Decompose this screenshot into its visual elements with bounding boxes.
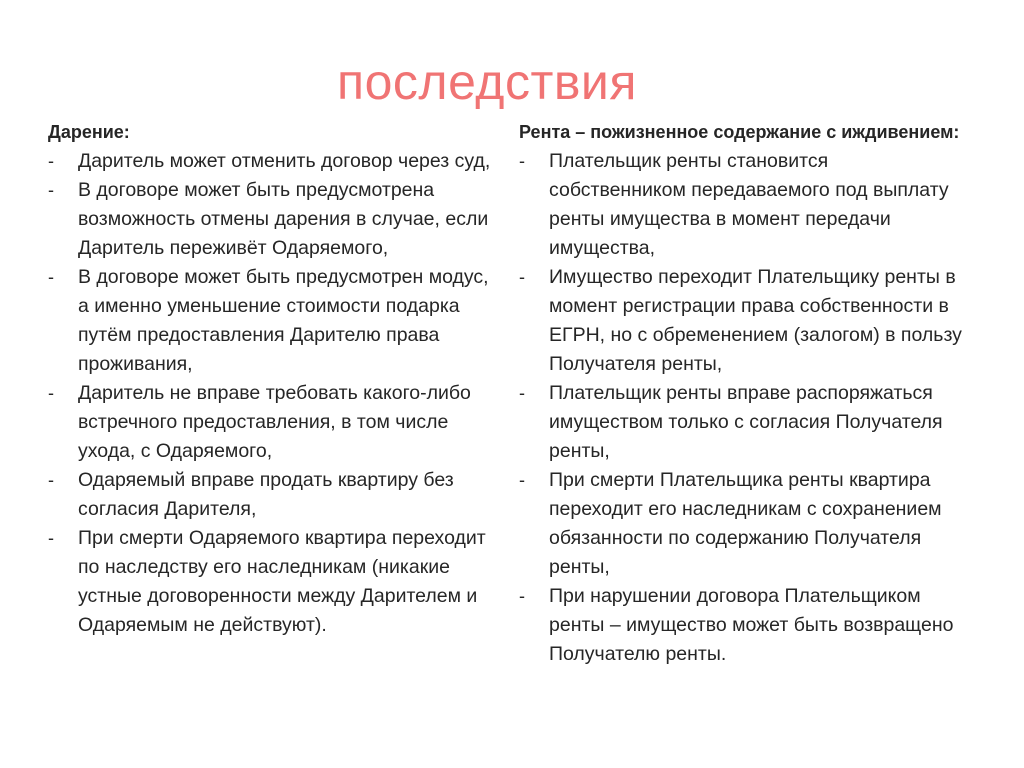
list-item-text: В договоре может быть предусмотрен модус, а именно уменьшение стоимости подарка путём предоставления Дарителю права проживания,	[78, 266, 489, 375]
list-item	[48, 176, 498, 263]
list-item-text: При нарушении договора Плательщиком ренты – имущество может быть возвращено Получателю ренты.	[549, 585, 954, 665]
bullet-dash: -	[48, 383, 54, 403]
list-item-text: Даритель не вправе требовать какого-либо встречного предоставления, в том числе ухода, с Одаряемого,	[78, 382, 471, 462]
bullet-dash: -	[48, 151, 54, 171]
bullet-dash: -	[519, 151, 525, 171]
bullet-dash: -	[48, 528, 54, 548]
list-item	[519, 147, 969, 263]
bullet-dash: -	[48, 180, 54, 200]
list-item	[519, 263, 969, 379]
bullet-dash: -	[519, 267, 525, 287]
list-item	[48, 379, 498, 466]
right-list	[519, 147, 969, 669]
list-item	[519, 379, 969, 466]
list-item	[519, 466, 969, 582]
bullet-dash: -	[519, 383, 525, 403]
list-item-text: Плательщик ренты вправе распоряжаться имуществом только с согласия Получателя ренты,	[549, 382, 943, 462]
left-heading: Дарение:	[48, 122, 130, 142]
list-item	[519, 582, 969, 669]
left-list	[48, 147, 498, 640]
list-item-text: В договоре может быть предусмотрена возможность отмены дарения в случае, если Даритель переживёт Одаряемого,	[78, 179, 489, 259]
list-item-text: Одаряемый вправе продать квартиру без согласия Дарителя,	[78, 469, 454, 520]
list-item-text: Имущество переходит Плательщику ренты в момент регистрации права собственности в ЕГРН, но с обременением (залогом) в пользу Получателя ренты,	[549, 266, 962, 375]
list-item	[48, 263, 498, 379]
right-heading: Рента – пожизненное содержание с иждивением:	[519, 122, 960, 142]
list-item-text: При смерти Одаряемого квартира переходит по наследству его наследникам (никакие устные договоренности между Дарителем и Одаряемым не действуют).	[78, 527, 486, 636]
left-column	[48, 118, 498, 640]
list-item-text: Плательщик ренты становится собственником передаваемого под выплату ренты имущества в момент передачи имущества,	[549, 150, 949, 259]
list-item	[48, 147, 498, 176]
list-item	[48, 466, 498, 524]
bullet-dash: -	[519, 470, 525, 490]
list-item	[48, 524, 498, 640]
slide-title: последствия	[337, 54, 637, 110]
bullet-dash: -	[48, 470, 54, 490]
bullet-dash: -	[48, 267, 54, 287]
bullet-dash: -	[519, 586, 525, 606]
list-item-text: При смерти Плательщика ренты квартира переходит его наследникам с сохранением обязанности по содержанию Получателя ренты,	[549, 469, 942, 578]
right-column	[519, 118, 969, 669]
list-item-text: Даритель может отменить договор через суд,	[78, 150, 491, 172]
